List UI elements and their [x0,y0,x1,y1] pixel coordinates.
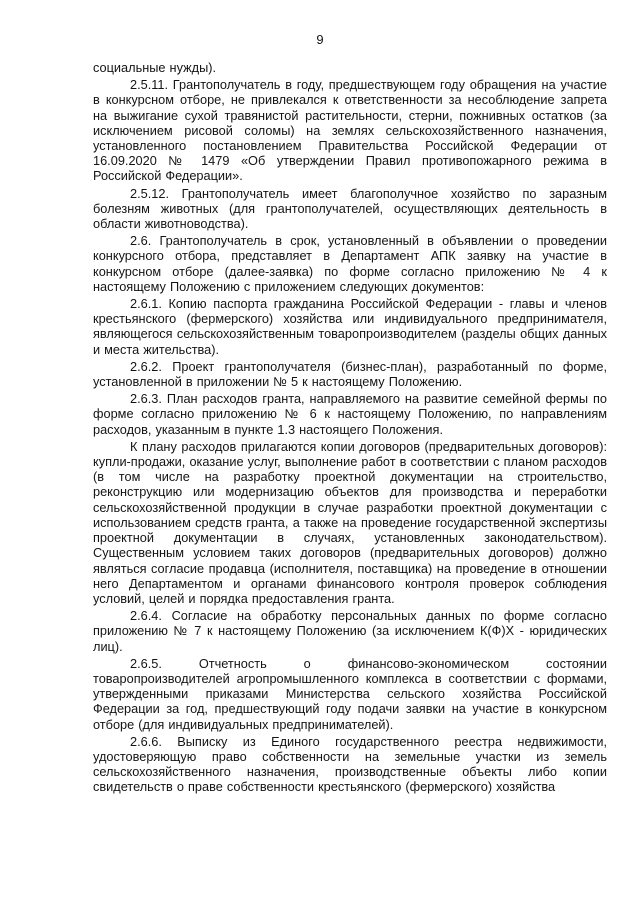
paragraph-2-5-11: 2.5.11. Грантополучатель в году, предшествующем году обращения на участие в конкурсном отборе, не привлекался к ответственности за несоблюдение запрета на выжигание сухой травянистой растительности, стерни, пожнивных остатков (за исключением рисовой соломы) на землях сельскохозяйственного назначения, установленного постановлением Правительства Российской Федерации от 16.09.2020 № 1479 «Об утверждении Правил противопожарного режима в Российской Федерации». [93,77,607,184]
page-number: 9 [316,32,324,47]
paragraph-2-6-6: 2.6.6. Выписку из Единого государственного реестра недвижимости, удостоверяющую право собственности на земельные участки из земель сельскохозяйственного назначения, производственные объекты либо копии свидетельств о праве собственности крестьянского (фермерского) хозяйства [93,733,607,795]
document-body [93,60,607,795]
paragraph-2-6: 2.6. Грантополучатель в срок, установленный в объявлении о проведении конкурсного отбора, представляет в Департамент АПК заявку на участие в конкурсном отборе (далее-заявка) по форме согласно приложению № 4 к настоящему Положению с приложением следующих документов: [93,233,607,294]
paragraph-2-6-3: 2.6.3. План расходов гранта, направляемого на развитие семейной фермы по форме согласно приложению № 6 к настоящему Положению, по направлениям расходов, указанным в пункте 1.3 настоящего Положения. [93,391,607,437]
paragraph-continuation: социальные нужды). [93,60,217,75]
paragraph-2-6-1: 2.6.1. Копию паспорта гражданина Российской Федерации - главы и членов крестьянского (фермерского) хозяйства или индивидуального предпринимателя, являющегося сельскохозяйственным товаропроизводителем (разделы общих данных и места жительства). [93,296,607,357]
paragraph-expense-plan-attachments: К плану расходов прилагаются копии договоров (предварительных договоров): купли-продажи, оказание услуг, выполнение работ в соответствии с планом расходов (в том числе на разработку проектной документации на строительство, реконструкцию или модернизацию объектов для производства и переработки сельскохозяйственной продукции в случае разработки проектной документации с использованием средств гранта, а также на проведение государственной экспертизы проектной документации в случаях, установленных законодательством). Существенным условием таких договоров (предварительных договоров) должно являться согласие продавца (исполнителя, поставщика) на проведение в отношении него Департаментом и органами финансового контроля проверок соблюдения условий, целей и порядка предоставления гранта. [93,438,607,606]
paragraph-2-6-2: 2.6.2. Проект грантополучателя (бизнес-план), разработанный по форме, установленной в приложении № 5 к настоящему Положению. [93,358,607,390]
paragraph-2-5-12: 2.5.12. Грантополучатель имеет благополучное хозяйство по заразным болезням животных (для грантополучателей, осуществляющих деятельность в области животноводства). [93,185,607,232]
paragraph-2-6-4: 2.6.4. Согласие на обработку персональных данных по форме согласно приложению № 7 к настоящему Положению (за исключением К(Ф)Х - юридических лиц). [93,608,607,654]
paragraph-2-6-5: 2.6.5. Отчетность о финансово-экономическом состоянии товаропроизводителей агропромышленного комплекса в соответствии с формами, утвержденными приказами Министерства сельского хозяйства Российской Федерации за год, предшествующий году подачи заявки на участие в конкурсном отборе (для индивидуальных предпринимателей). [93,655,607,732]
